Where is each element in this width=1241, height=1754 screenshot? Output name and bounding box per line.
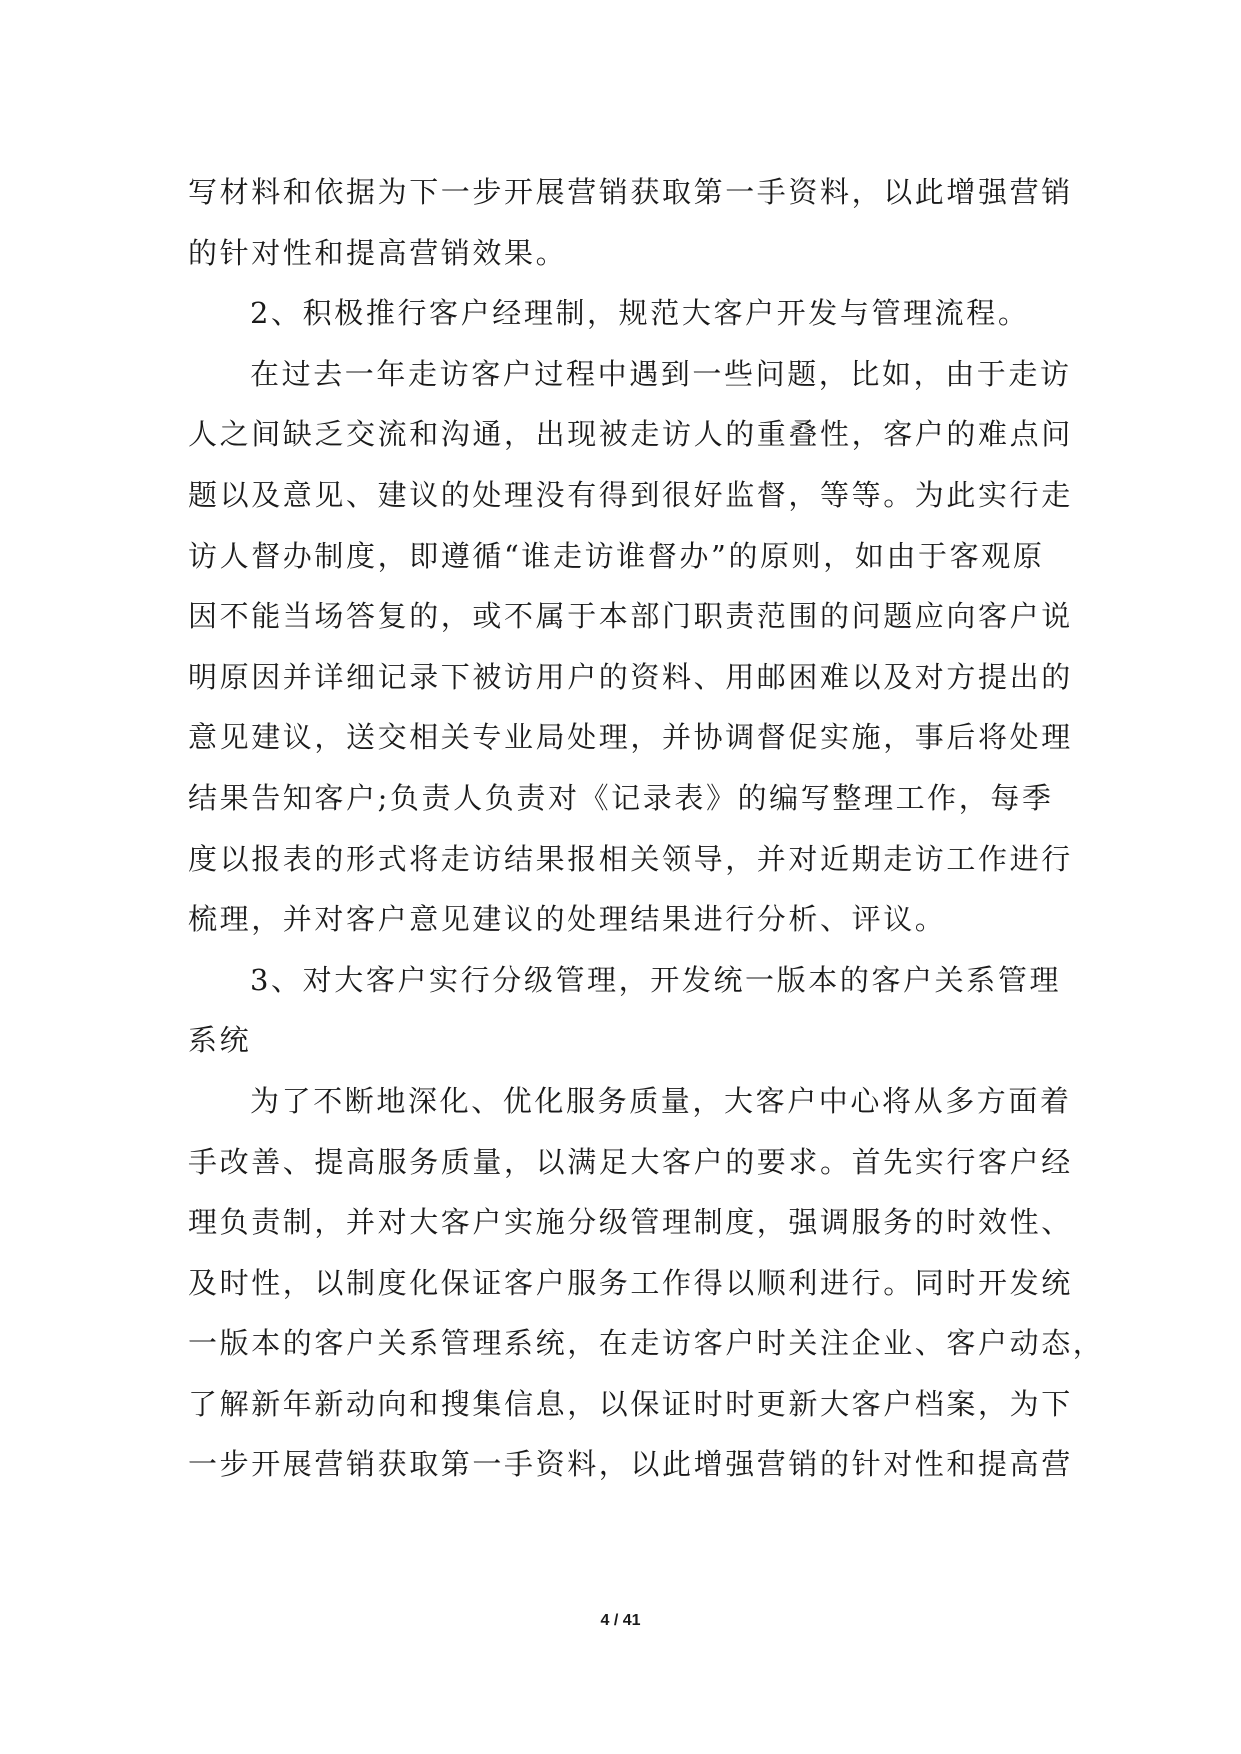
section-heading: 3、对大客户实行分级管理，开发统一版本的客户关系管理	[250, 962, 1062, 997]
text-line: 为了不断地深化、优化服务质量，大客户中心将从多方面着	[250, 1083, 1072, 1118]
text-line: 了解新年新动向和搜集信息，以保证时时更新大客户档案，为下	[188, 1386, 1073, 1421]
body-text	[188, 162, 1105, 1495]
section-heading-continued: 系统	[188, 1023, 252, 1058]
text-line: 度以报表的形式将走访结果报相关领导，并对近期走访工作进行	[188, 841, 1073, 876]
text-line: 的针对性和提高营销效果。	[188, 235, 568, 270]
text-line: 一版本的客户关系管理系统，在走访客户时关注企业、客户动态，	[188, 1326, 1105, 1361]
text-line: 写材料和依据为下一步开展营销获取第一手资料，以此增强营销	[188, 175, 1073, 209]
text-line: 访人督办制度，即遵循“谁走访谁督办”的原则，如由于客观原	[188, 538, 1045, 573]
page-number: 4 / 41	[600, 1612, 641, 1629]
section-heading: 2、积极推行客户经理制，规范大客户开发与管理流程。	[250, 296, 1030, 331]
text-line: 梳理，并对客户意见建议的处理结果进行分析、评议。	[188, 902, 947, 937]
text-line: 意见建议，送交相关专业局处理，并协调督促实施，事后将处理	[188, 720, 1073, 755]
text-line: 理负责制，并对大客户实施分级管理制度，强调服务的时效性、	[188, 1205, 1073, 1240]
text-line: 人之间缺乏交流和沟通，出现被走访人的重叠性，客户的难点问	[188, 417, 1073, 452]
text-line: 结果告知客户;负责人负责对《记录表》的编写整理工作，每季	[188, 780, 1054, 815]
text-line: 一步开展营销获取第一手资料，以此增强营销的针对性和提高营	[188, 1447, 1073, 1482]
text-line: 因不能当场答复的，或不属于本部门职责范围的问题应向客户说	[188, 599, 1073, 634]
text-line: 题以及意见、建议的处理没有得到很好监督，等等。为此实行走	[188, 477, 1073, 512]
text-line: 明原因并详细记录下被访用户的资料、用邮困难以及对方提出的	[188, 659, 1073, 694]
text-line: 手改善、提高服务质量，以满足大客户的要求。首先实行客户经	[188, 1144, 1073, 1179]
text-line: 及时性，以制度化保证客户服务工作得以顺利进行。同时开发统	[188, 1265, 1073, 1300]
text-line: 在过去一年走访客户过程中遇到一些问题，比如，由于走访	[250, 356, 1072, 391]
